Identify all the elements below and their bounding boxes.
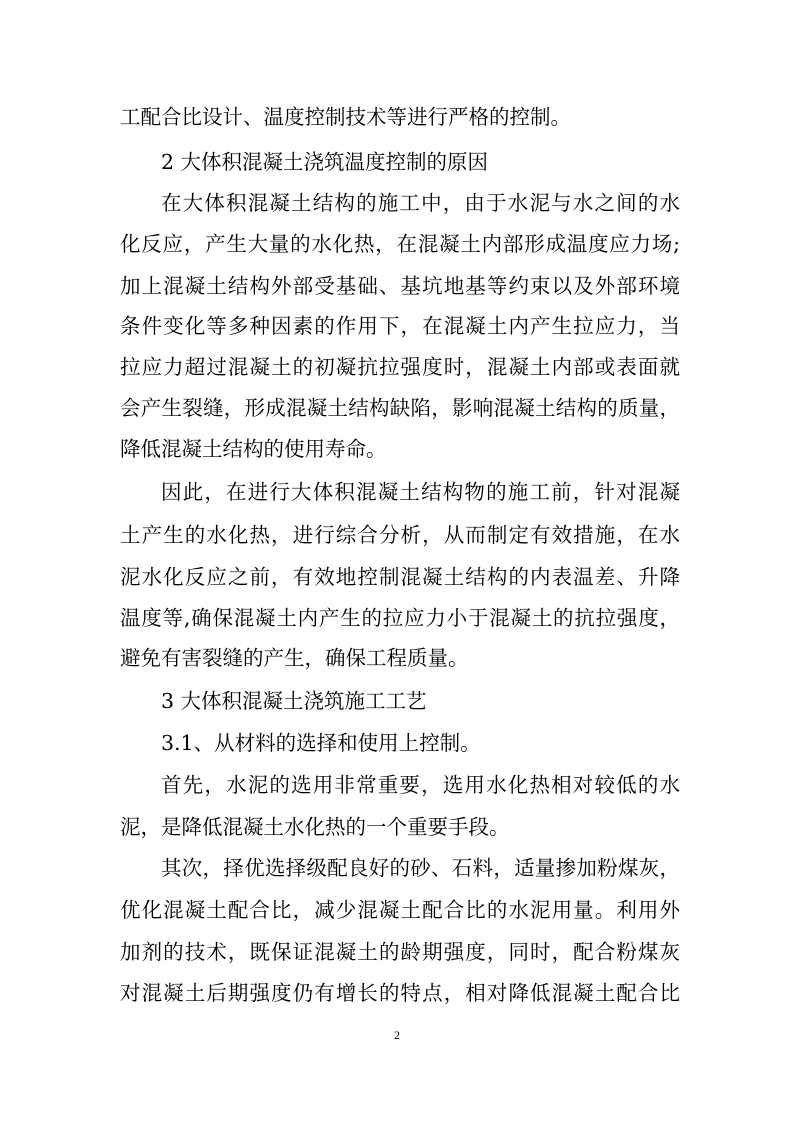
paragraph-line: 降低混凝土结构的使用寿命。 xyxy=(120,437,387,461)
paragraph-line: 工配合比设计、温度控制技术等进行严格的控制。 xyxy=(120,105,571,129)
page-number: 2 xyxy=(394,1028,400,1042)
paragraph-line: 泥，是降低混凝土水化热的一个重要手段。 xyxy=(120,815,510,839)
paragraph-line: 首先，水泥的选用非常重要，选用水化热相对较低的水 xyxy=(161,773,680,797)
paragraph-line: 会产生裂缝，形成混凝土结构缺陷，影响混凝土结构的质量， xyxy=(120,396,680,420)
paragraph-line: 条件变化等多种因素的作用下，在混凝土内产生拉应力，当 xyxy=(120,314,680,338)
paragraph-line: 温度等,确保混凝土内产生的拉应力小于混凝土的抗拉强度， xyxy=(120,606,680,630)
paragraph-line: 加剂的技术，既保证混凝土的龄期强度，同时，配合粉煤灰 xyxy=(120,940,680,964)
paragraph-line: 泥水化反应之前，有效地控制混凝土结构的内表温差、升降 xyxy=(120,565,680,589)
paragraph-line: 避免有害裂缝的产生，确保工程质量。 xyxy=(120,646,469,670)
section-heading: 3 大体积混凝土浇筑施工工艺 xyxy=(161,689,427,713)
paragraph-line: 其次，择优选择级配良好的砂、石料，适量掺加粉煤灰， xyxy=(161,856,680,880)
paragraph-line: 因此，在进行大体积混凝土结构物的施工前，针对混凝 xyxy=(161,480,680,504)
paragraph-line: 拉应力超过混凝土的初凝抗拉强度时，混凝土内部或表面就 xyxy=(120,355,680,379)
section-heading: 2 大体积混凝土浇筑温度控制的原因 xyxy=(161,150,489,174)
paragraph-line: 化反应，产生大量的水化热，在混凝土内部形成温度应力场; xyxy=(120,232,680,256)
paragraph-line: 在大体积混凝土结构的施工中，由于水泥与水之间的水 xyxy=(161,191,680,215)
paragraph-line: 土产生的水化热，进行综合分析，从而制定有效措施，在水 xyxy=(120,523,680,547)
paragraph-line: 对混凝土后期强度仍有增长的特点，相对降低混凝土配合比 xyxy=(120,981,680,1005)
subsection-heading: 3.1、从材料的选择和使用上控制。 xyxy=(161,731,481,755)
paragraph-line: 加上混凝土结构外部受基础、基坑地基等约束以及外部环境 xyxy=(120,274,680,298)
paragraph-line: 优化混凝土配合比，减少混凝土配合比的水泥用量。利用外 xyxy=(120,898,680,922)
